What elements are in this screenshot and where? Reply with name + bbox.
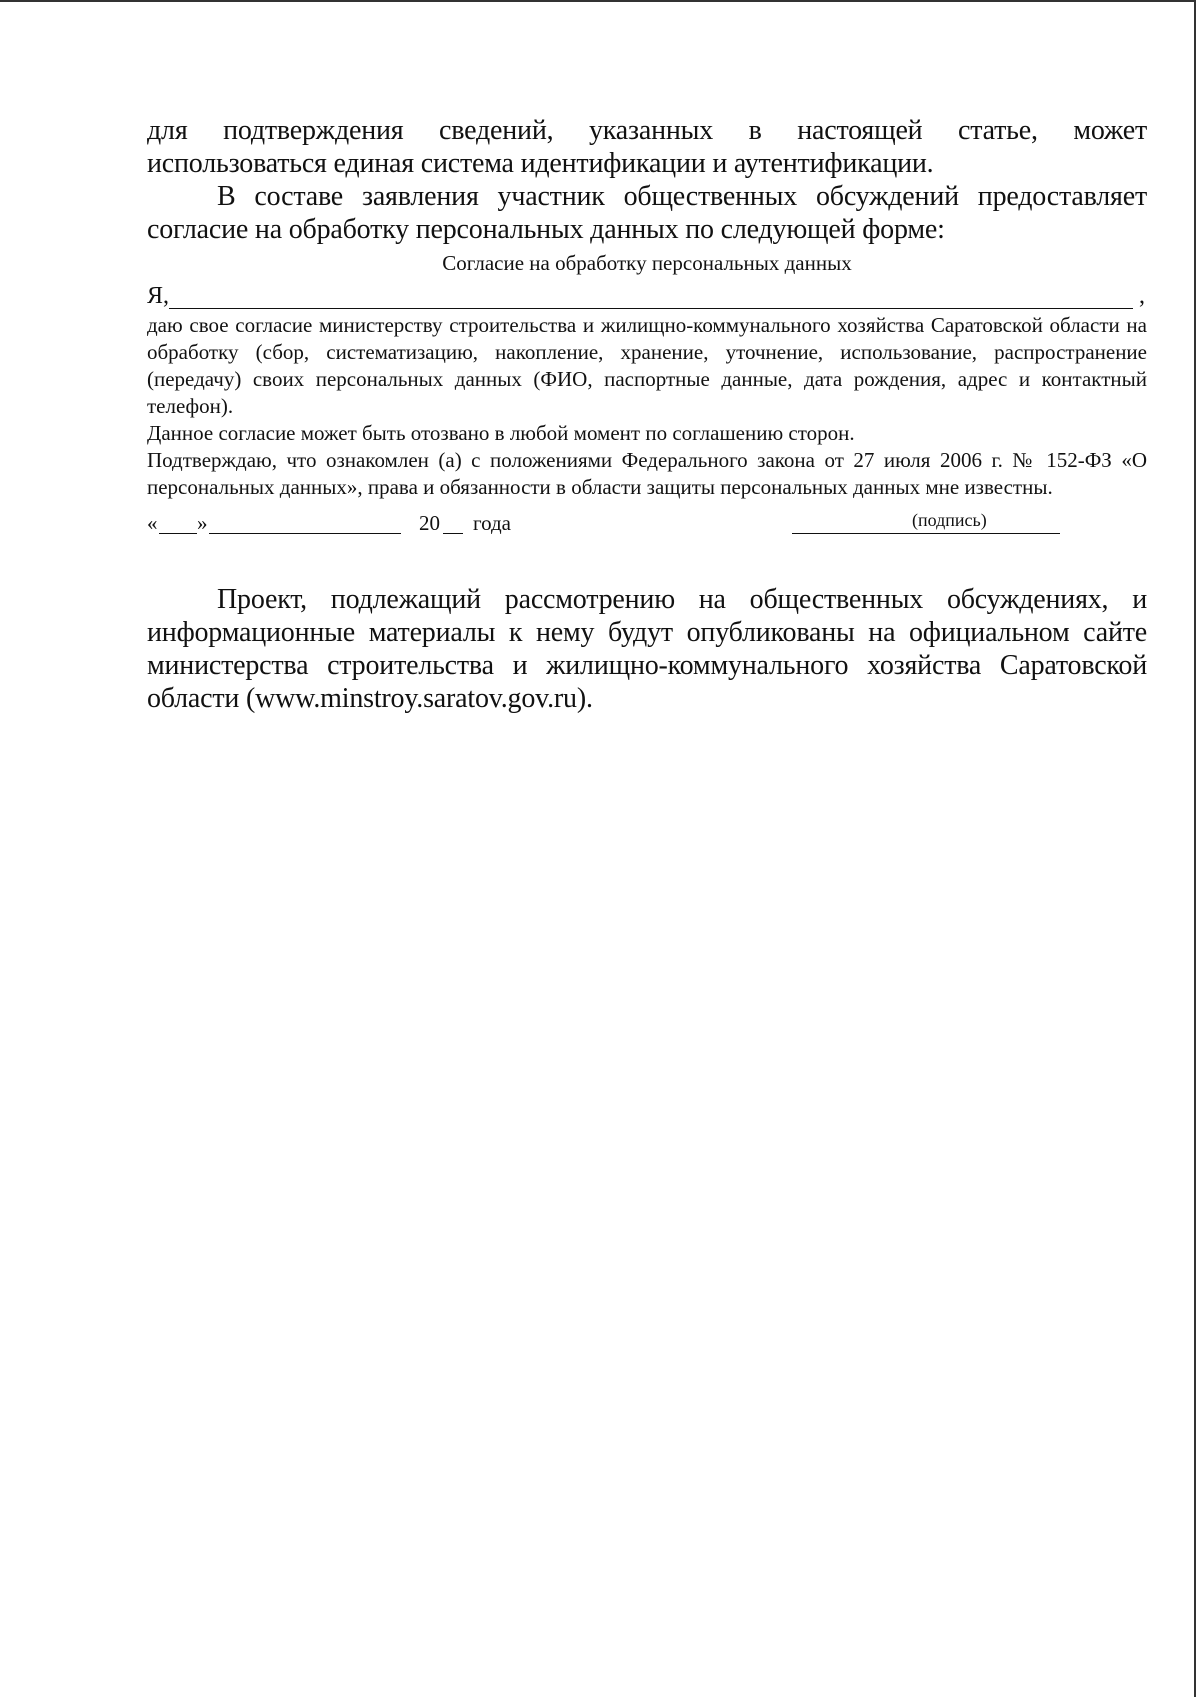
date-close-quote: » [197,511,208,535]
consent-text: даю свое согласие министерству строительства и жилищно-коммунального хозяйства Саратовской области на обработку (сбор, систематизацию, накопление, хранение, уточнение, использование, распространение (передачу) своих персональных данных (ФИО, паспортные данные, дата рождения, адрес и контактный телефон). [147,313,1147,418]
year-prefix: 20 [419,511,440,535]
day-blank-line[interactable] [159,533,197,534]
name-fill-row [147,282,1147,312]
name-comma: , [1139,283,1145,309]
paragraph-2-line-2: согласие на обработку персональных данных по следующей форме: [147,214,945,245]
name-blank-line[interactable] [169,308,1133,309]
name-label: Я, [147,283,170,309]
signature-caption: (подпись) [912,510,987,530]
paragraph-2-line-1: В составе заявления участник общественных обсуждений предоставляет [217,181,1147,212]
paragraph-1-line-2: использоваться единая система идентификации и аутентификации. [147,148,934,179]
confirm-text: Подтверждаю, что ознакомлен (а) с положениями Федерального закона от 27 июля 2006 г. № 152-ФЗ «О персональных данных», права и обязанности в области защиты персональных данных мне известны. [147,448,1147,499]
document-body [147,114,1147,715]
paragraph-1-line-1: для подтверждения сведений, указанных в настоящей статье, может [147,115,1147,146]
date-signature-row [147,509,1147,543]
revoke-text: Данное согласие может быть отозвано в любой момент по соглашению сторон. [147,421,855,445]
consent-form-title: Согласие на обработку персональных данных [442,251,852,275]
year-suffix: года [473,511,511,535]
signature-blank-line[interactable] [792,533,1060,534]
year-blank-line[interactable] [443,533,463,534]
final-paragraph: Проект, подлежащий рассмотрению на общественных обсуждениях, и информационные материалы к нему будут опубликованы на официальном сайте министерства строительства и жилищно-коммунального хозяйства Саратовской области (www.minstroy.saratov.gov.ru). [147,584,1147,714]
spacer [147,543,1147,583]
date-open-quote: « [147,511,158,535]
month-blank-line[interactable] [209,533,401,534]
